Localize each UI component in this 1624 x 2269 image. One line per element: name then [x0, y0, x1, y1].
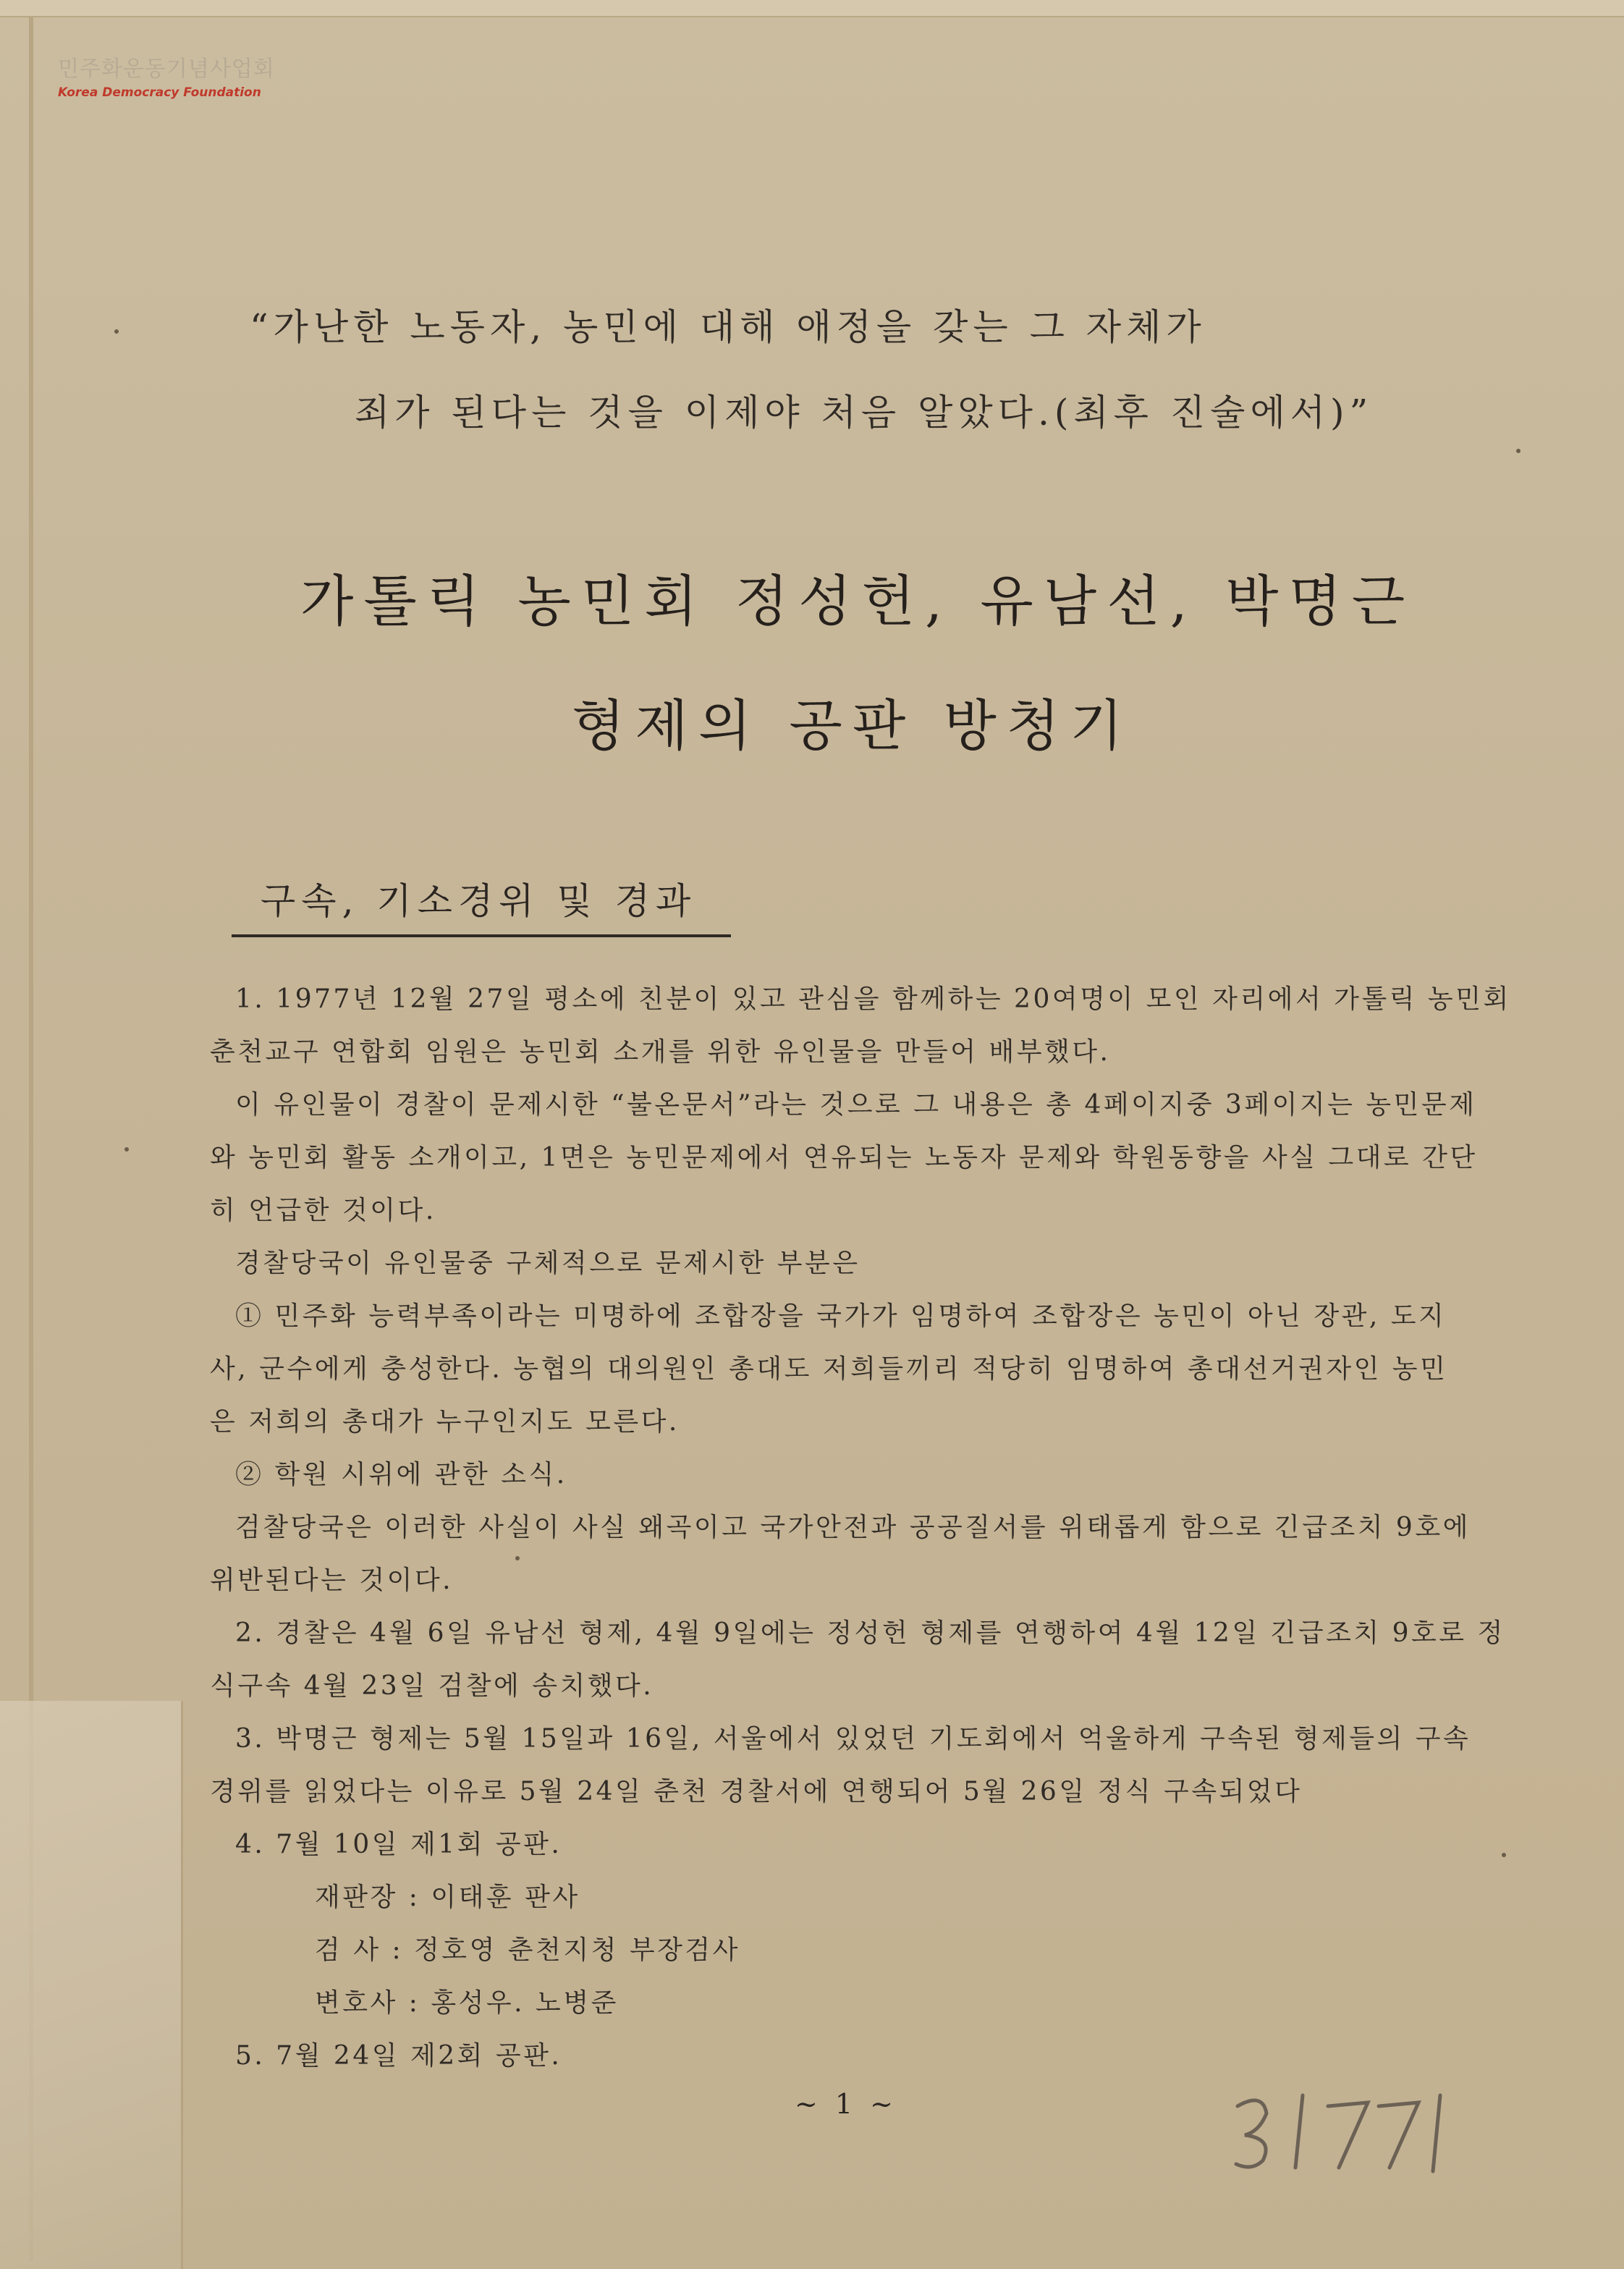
body-line-20: 변호사 : 홍성우. 노병준 — [315, 1988, 619, 2018]
handwritten-number-mark — [1223, 2077, 1484, 2179]
body-line-10: ② 학원 시위에 관한 소식. — [235, 1460, 567, 1490]
body-line-4: 와 농민회 활동 소개이고, 1면은 농민문제에서 연유되는 노동자 문제와 학원동향을 사실 그대로 간단 — [210, 1143, 1478, 1172]
body-line-13: 2. 경찰은 4월 6일 유남선 형제, 4월 9일에는 정성헌 형제를 연행하여 4월 12일 긴급조치 9호로 정 — [235, 1618, 1505, 1648]
body-line-11: 검찰당국은 이러한 사실이 사실 왜곡이고 국가안전과 공공질서를 위태롭게 함으로 긴급조치 9호에 — [235, 1513, 1471, 1542]
body-line-6: 경찰당국이 유인물중 구체적으로 문제시한 부분은 — [235, 1248, 860, 1278]
body-line-18: 재판장 : 이태훈 판사 — [315, 1883, 580, 1912]
body-line-5: 히 언급한 것이다. — [210, 1196, 436, 1225]
watermark-korean: 민주화운동기념사업회 — [58, 56, 275, 82]
body-line-15: 3. 박명근 형제는 5월 15일과 16일, 서울에서 있었던 기도회에서 억울하게 구속된 형제들의 구속 — [235, 1724, 1471, 1754]
body-line-16: 경위를 읽었다는 이유로 5월 24일 춘천 경찰서에 연행되어 5월 26일 정식 구속되었다 — [210, 1777, 1303, 1807]
paper-speck — [124, 1147, 129, 1152]
body-line-1: 1. 1977년 12월 27일 평소에 친분이 있고 관심을 함께하는 20여명이 모인 자리에서 가톨릭 농민회 — [235, 984, 1511, 1014]
quote-line-1: “가난한 노동자, 농민에 대해 애정을 갖는 그 자체가 — [250, 306, 1206, 348]
body-line-9: 은 저희의 총대가 누구인지도 모른다. — [210, 1407, 680, 1437]
body-line-14: 식구속 4월 23일 검찰에 송치했다. — [210, 1671, 654, 1701]
body-line-7: ① 민주화 능력부족이라는 미명하에 조합장을 국가가 임명하여 조합장은 농민이 아닌 장관, 도지 — [235, 1301, 1447, 1331]
body-line-17: 4. 7월 10일 제1회 공판. — [235, 1830, 562, 1859]
paper-speck — [1502, 1853, 1506, 1857]
paper-speck — [515, 1556, 520, 1560]
body-line-12: 위반된다는 것이다. — [210, 1566, 454, 1595]
document-title-line-1: 가톨릭 농민회 정성헌, 유남선, 박명근 — [300, 569, 1416, 633]
document-title-line-2: 형제의 공판 방청기 — [572, 693, 1133, 758]
paper-speck — [1516, 449, 1521, 453]
quote-line-2: 죄가 된다는 것을 이제야 처음 알았다.(최후 진술에서)” — [355, 392, 1374, 434]
body-line-19: 검 사 : 정호영 춘천지청 부장검사 — [315, 1935, 740, 1965]
watermark-english: Korea Democracy Foundation — [58, 85, 261, 100]
paper-top-edge — [0, 0, 1624, 17]
section-heading: 구속, 기소경위 및 경과 — [232, 872, 731, 937]
body-line-3: 이 유인물이 경찰이 문제시한 “불온문서”라는 것으로 그 내용은 총 4페이지중 3페이지는 농민문제 — [235, 1090, 1477, 1120]
tape-strip — [0, 1701, 183, 2269]
body-line-8: 사, 군수에게 충성한다. 농협의 대의원인 총대도 저희들끼리 적당히 임명하여 총대선거권자인 농민 — [210, 1354, 1448, 1384]
watermark-logo — [58, 51, 289, 109]
paper-speck — [114, 329, 119, 334]
page-number: ~ 1 ~ — [795, 2088, 898, 2120]
body-line-21: 5. 7월 24일 제2회 공판. — [235, 2041, 562, 2071]
body-line-2: 춘천교구 연합회 임원은 농민회 소개를 위한 유인물을 만들어 배부했다. — [210, 1037, 1111, 1067]
